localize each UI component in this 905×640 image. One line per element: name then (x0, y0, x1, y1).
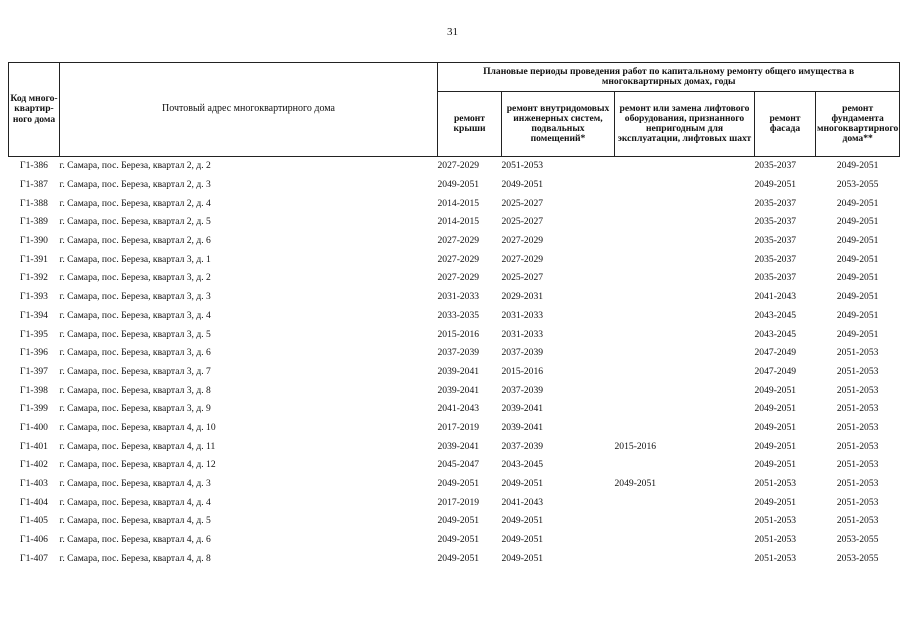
cell-systems: 2037-2039 (501, 347, 544, 359)
cell-address: г. Самара, пос. Береза, квартал 4, д. 11 (59, 440, 216, 452)
table-row (9, 381, 900, 400)
cell-code: Г1-404 (20, 496, 48, 508)
table-row (9, 213, 900, 232)
cell-roof: 2039-2041 (437, 384, 480, 396)
cell-systems: 2015-2016 (501, 365, 544, 377)
cell-address: г. Самара, пос. Береза, квартал 4, д. 4 (59, 496, 211, 508)
cell-code: Г1-400 (20, 421, 48, 433)
cell-roof: 2049-2051 (437, 515, 480, 527)
cell-elevator (615, 400, 755, 419)
cell-systems: 2043-2045 (501, 459, 544, 471)
cell-systems: 2025-2027 (501, 197, 544, 209)
cell-code: Г1-403 (20, 478, 48, 489)
header-elevator: ремонт или замена лифтового оборудования, признанного непригодным для эксплуатации, лифтовых шахт (615, 92, 755, 157)
cell-address: г. Самара, пос. Береза, квартал 3, д. 3 (59, 291, 211, 303)
cell-elevator (615, 288, 755, 307)
cell-facade: 2035-2037 (754, 216, 797, 228)
cell-systems: 2027-2029 (501, 253, 544, 265)
cell-address: г. Самара, пос. Береза, квартал 4, д. 5 (59, 515, 211, 527)
cell-facade: 2035-2037 (754, 197, 797, 209)
cell-facade: 2049-2051 (754, 403, 797, 415)
cell-elevator: 2015-2016 (614, 440, 657, 452)
cell-systems: 2049-2051 (501, 515, 544, 527)
table-row (9, 437, 900, 456)
table-row (9, 288, 900, 307)
cell-foundation: 2051-2053 (836, 384, 879, 396)
cell-elevator (615, 157, 755, 176)
cell-roof: 2015-2016 (437, 328, 480, 340)
table-row (9, 232, 900, 251)
cell-systems: 2029-2031 (501, 291, 544, 303)
cell-roof: 2039-2041 (437, 440, 480, 452)
cell-code: Г1-406 (20, 534, 48, 546)
cell-code: Г1-402 (20, 459, 48, 471)
cell-roof: 2041-2043 (437, 403, 480, 415)
cell-elevator (615, 250, 755, 269)
cell-facade: 2047-2049 (754, 347, 797, 359)
cell-code: Г1-401 (20, 440, 48, 452)
cell-foundation: 2049-2051 (836, 291, 879, 303)
table-row (9, 419, 900, 438)
cell-address: г. Самара, пос. Береза, квартал 3, д. 9 (59, 403, 211, 415)
table-row (9, 363, 900, 382)
cell-facade: 2043-2045 (754, 328, 797, 340)
cell-systems: 2037-2039 (501, 440, 544, 452)
cell-elevator (615, 456, 755, 475)
table-row (9, 456, 900, 475)
cell-systems: 2039-2041 (501, 421, 544, 433)
cell-foundation: 2051-2053 (836, 421, 879, 433)
cell-elevator (615, 512, 755, 531)
cell-roof: 2037-2039 (437, 347, 480, 359)
cell-facade: 2049-2051 (754, 421, 797, 433)
cell-elevator (615, 549, 755, 568)
cell-facade: 2035-2037 (754, 235, 797, 247)
cell-roof: 2033-2035 (437, 309, 480, 321)
cell-foundation: 2051-2053 (836, 515, 879, 527)
cell-roof: 2014-2015 (437, 216, 480, 228)
cell-foundation: 2051-2053 (836, 365, 879, 377)
cell-roof: 2017-2019 (437, 496, 480, 508)
cell-code: Г1-405 (20, 515, 48, 527)
cell-foundation: 2051-2053 (836, 347, 879, 359)
cell-roof: 2027-2029 (437, 272, 480, 284)
header-systems: ремонт внутридомовых инженерных систем, подвальных помещений* (502, 92, 615, 157)
cell-roof: 2039-2041 (437, 365, 480, 377)
cell-elevator (615, 381, 755, 400)
cell-code: Г1-399 (20, 403, 48, 415)
cell-address: г. Самара, пос. Береза, квартал 2, д. 6 (59, 235, 211, 247)
cell-facade: 2043-2045 (754, 309, 797, 321)
cell-foundation: 2049-2051 (836, 197, 879, 209)
cell-facade: 2049-2051 (754, 179, 797, 190)
cell-code: Г1-389 (20, 216, 48, 228)
header-code: Код много-квартир-ного дома (9, 63, 60, 157)
header-foundation: ремонт фундамента многоквартирного дома** (816, 92, 900, 157)
cell-address: г. Самара, пос. Береза, квартал 3, д. 7 (59, 365, 211, 377)
cell-facade: 2035-2037 (754, 253, 797, 265)
cell-foundation: 2049-2051 (836, 328, 879, 340)
cell-code: Г1-387 (20, 179, 48, 190)
cell-roof: 2045-2047 (437, 459, 480, 471)
cell-systems: 2025-2027 (501, 216, 544, 228)
cell-systems: 2051-2053 (501, 160, 544, 172)
table-row (9, 307, 900, 326)
table-row (9, 194, 900, 213)
cell-code: Г1-390 (20, 235, 48, 247)
cell-elevator (615, 419, 755, 438)
table-row (9, 157, 900, 176)
cell-foundation: 2051-2053 (836, 403, 879, 415)
page-number: 31 (447, 26, 458, 38)
cell-code: Г1-388 (20, 197, 48, 209)
cell-address: г. Самара, пос. Береза, квартал 2, д. 2 (59, 160, 211, 172)
cell-address: г. Самара, пос. Береза, квартал 4, д. 8 (59, 552, 211, 564)
cell-systems: 2039-2041 (501, 403, 544, 415)
cell-elevator (615, 213, 755, 232)
cell-foundation: 2053-2055 (836, 534, 879, 546)
cell-elevator (615, 325, 755, 344)
cell-code: Г1-392 (20, 272, 48, 284)
cell-facade: 2051-2053 (754, 515, 797, 527)
cell-elevator: 2049-2051 (614, 478, 657, 489)
cell-facade: 2035-2037 (754, 160, 797, 172)
table-row (9, 250, 900, 269)
cell-address: г. Самара, пос. Береза, квартал 4, д. 3 (59, 478, 211, 489)
cell-address: г. Самара, пос. Береза, квартал 3, д. 6 (59, 347, 211, 359)
table-row (9, 549, 900, 568)
cell-roof: 2031-2033 (437, 291, 480, 303)
cell-code: Г1-396 (20, 347, 48, 359)
cell-code: Г1-393 (20, 291, 48, 303)
cell-foundation: 2051-2053 (836, 496, 879, 508)
cell-systems: 2049-2051 (501, 534, 544, 546)
cell-foundation: 2049-2051 (836, 309, 879, 321)
cell-address: г. Самара, пос. Береза, квартал 2, д. 4 (59, 197, 211, 209)
header-periods: Плановые периоды проведения работ по капитальному ремонту общего имущества в многоквартирных домах, годы (438, 63, 900, 92)
cell-roof: 2049-2051 (437, 478, 480, 489)
cell-roof: 2049-2051 (437, 534, 480, 546)
cell-facade: 2051-2053 (754, 478, 797, 489)
cell-facade: 2051-2053 (754, 534, 797, 546)
cell-foundation: 2053-2055 (836, 179, 879, 190)
cell-facade: 2049-2051 (754, 384, 797, 396)
cell-facade: 2035-2037 (754, 272, 797, 284)
cell-elevator (615, 269, 755, 288)
cell-systems: 2049-2051 (501, 478, 544, 489)
cell-foundation: 2049-2051 (836, 216, 879, 228)
table-row (9, 493, 900, 512)
table-body (9, 157, 900, 569)
cell-foundation: 2049-2051 (836, 235, 879, 247)
cell-facade: 2049-2051 (754, 459, 797, 471)
cell-elevator (615, 194, 755, 213)
cell-systems: 2031-2033 (501, 309, 544, 321)
cell-foundation: 2049-2051 (836, 253, 879, 265)
cell-roof: 2049-2051 (437, 179, 480, 190)
cell-systems: 2025-2027 (501, 272, 544, 284)
cell-address: г. Самара, пос. Береза, квартал 3, д. 8 (59, 384, 211, 396)
cell-elevator (615, 344, 755, 363)
cell-roof: 2017-2019 (437, 421, 480, 433)
cell-systems: 2031-2033 (501, 328, 544, 340)
cell-facade: 2049-2051 (754, 440, 797, 452)
cell-roof: 2027-2029 (437, 235, 480, 247)
table-row (9, 269, 900, 288)
header-roof: ремонт крыши (438, 92, 502, 157)
cell-elevator (615, 176, 755, 195)
cell-foundation: 2049-2051 (836, 160, 879, 172)
cell-roof: 2027-2029 (437, 160, 480, 172)
cell-foundation: 2051-2053 (836, 459, 879, 471)
cell-systems: 2049-2051 (501, 552, 544, 564)
header-facade: ремонт фасада (755, 92, 816, 157)
cell-roof: 2014-2015 (437, 197, 480, 209)
cell-address: г. Самара, пос. Береза, квартал 3, д. 5 (59, 328, 211, 340)
cell-address: г. Самара, пос. Береза, квартал 3, д. 2 (59, 272, 211, 284)
cell-systems: 2037-2039 (501, 384, 544, 396)
table-row (9, 176, 900, 195)
repair-schedule-table (8, 62, 900, 568)
cell-address: г. Самара, пос. Береза, квартал 4, д. 12 (59, 459, 216, 471)
cell-address: г. Самара, пос. Береза, квартал 4, д. 6 (59, 534, 211, 546)
cell-address: г. Самара, пос. Береза, квартал 3, д. 1 (59, 253, 211, 265)
cell-foundation: 2049-2051 (836, 272, 879, 284)
header-address: Почтовый адрес многоквартирного дома (60, 63, 438, 157)
cell-code: Г1-386 (20, 160, 48, 172)
cell-address: г. Самара, пос. Береза, квартал 2, д. 3 (59, 179, 211, 190)
cell-roof: 2027-2029 (437, 253, 480, 265)
cell-elevator (615, 531, 755, 550)
cell-systems: 2027-2029 (501, 235, 544, 247)
cell-systems: 2049-2051 (501, 179, 544, 190)
cell-foundation: 2051-2053 (836, 440, 879, 452)
cell-systems: 2041-2043 (501, 496, 544, 508)
cell-foundation: 2051-2053 (836, 478, 879, 489)
table-row (9, 531, 900, 550)
cell-facade: 2047-2049 (754, 365, 797, 377)
cell-code: Г1-398 (20, 384, 48, 396)
table-row (9, 512, 900, 531)
table-row (9, 344, 900, 363)
cell-elevator (615, 363, 755, 382)
cell-code: Г1-395 (20, 328, 48, 340)
cell-roof: 2049-2051 (437, 552, 480, 564)
table-row (9, 475, 900, 494)
cell-address: г. Самара, пос. Береза, квартал 3, д. 4 (59, 309, 211, 321)
cell-code: Г1-397 (20, 365, 48, 377)
cell-code: Г1-394 (20, 309, 48, 321)
cell-code: Г1-391 (20, 253, 48, 265)
cell-facade: 2041-2043 (754, 291, 797, 303)
table-row (9, 325, 900, 344)
cell-facade: 2049-2051 (754, 496, 797, 508)
cell-code: Г1-407 (20, 552, 48, 564)
cell-foundation: 2053-2055 (836, 552, 879, 564)
cell-elevator (615, 493, 755, 512)
cell-facade: 2051-2053 (754, 552, 797, 564)
cell-address: г. Самара, пос. Береза, квартал 4, д. 10 (59, 421, 216, 433)
cell-address: г. Самара, пос. Береза, квартал 2, д. 5 (59, 216, 211, 228)
cell-elevator (615, 307, 755, 326)
table-row (9, 400, 900, 419)
cell-elevator (615, 232, 755, 251)
